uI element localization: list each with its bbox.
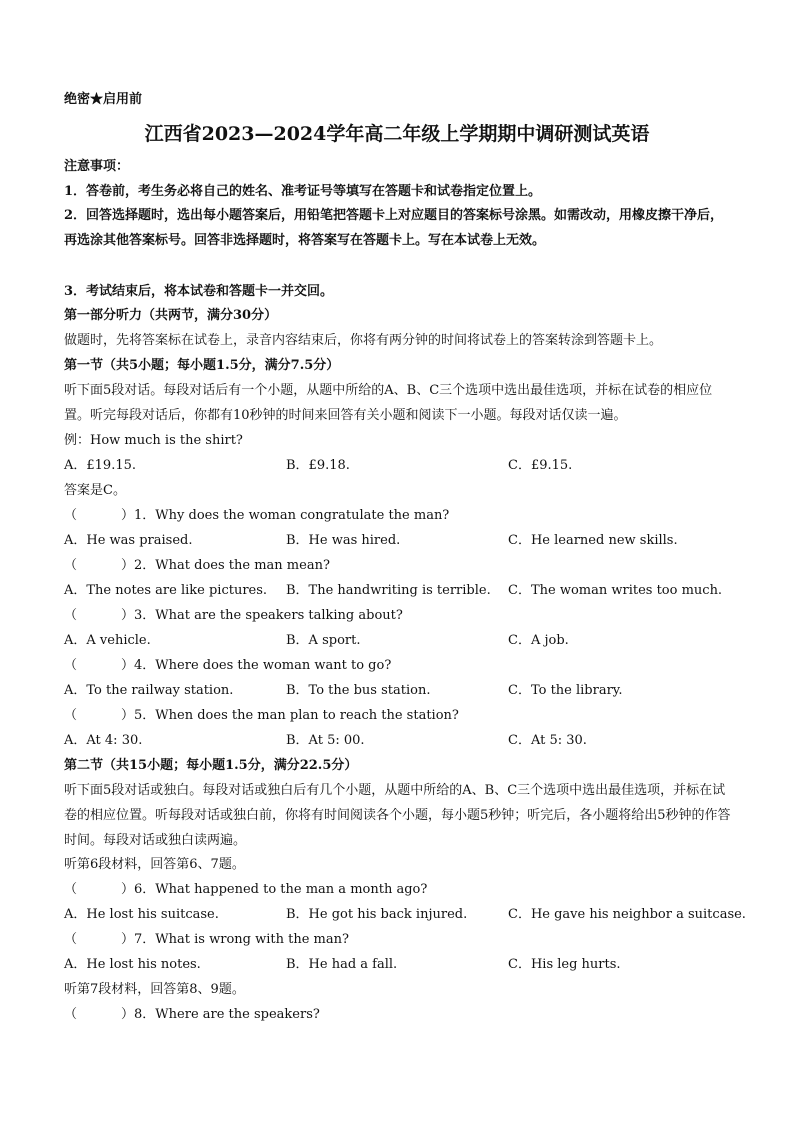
option-c: C．His leg hurts. bbox=[508, 957, 621, 972]
option-b: B．To the bus station. bbox=[286, 683, 431, 698]
part1-heading: 第一部分听力（共两节，满分30分） bbox=[64, 308, 278, 323]
confidential-label: 绝密★启用前 bbox=[64, 92, 143, 107]
question-8: （ ）8．Where are the speakers? bbox=[64, 1007, 320, 1022]
option-b: B．He had a fall. bbox=[286, 957, 398, 972]
option-b: B．The handwriting is terrible. bbox=[286, 583, 491, 598]
option-c: C．To the library. bbox=[508, 683, 623, 698]
question-6: （ ）6．What happened to the man a month ago? bbox=[64, 882, 428, 897]
question-2-options bbox=[64, 582, 732, 600]
question-4-options bbox=[64, 682, 732, 700]
option-c: C．At 5: 30. bbox=[508, 733, 587, 748]
question-5: （ ）5．When does the man plan to reach the station? bbox=[64, 708, 459, 723]
option-a: A．£19.15. bbox=[64, 458, 137, 473]
notes-heading: 注意事项： bbox=[64, 159, 130, 174]
part1-instruction: 做题时，先将答案标在试卷上，录音内容结束后，你将有两分钟的时间将试卷上的答案转涂到答题卡上。 bbox=[64, 333, 663, 348]
question-7: （ ）7．What is wrong with the man? bbox=[64, 932, 349, 947]
note-item-3: 3．考试结束后，将本试卷和答题卡一并交回。 bbox=[64, 284, 334, 299]
section2-instruction: 听下面5段对话或独白。每段对话或独白后有几个小题，从题中所给的A、B、C三个选项中选出最佳选项，并标在试卷的相应位置。听每段对话或独白前，你将有时间阅读各个小题，每小题5秒钟；听完后，各小题将给出5秒钟的作答时间。每段对话或独白读两遍。 bbox=[64, 783, 731, 848]
question-2: （ ）2．What does the man mean? bbox=[64, 558, 330, 573]
question-1-options bbox=[64, 532, 732, 550]
option-b: B．A sport. bbox=[286, 633, 361, 648]
option-a: A．The notes are like pictures. bbox=[64, 583, 268, 598]
option-c: C．He learned new skills. bbox=[508, 533, 678, 548]
option-b: B．£9.18. bbox=[286, 458, 350, 473]
example-answer: 答案是C。 bbox=[64, 483, 126, 498]
option-b: B．He was hired. bbox=[286, 533, 401, 548]
question-7-options bbox=[64, 956, 732, 974]
example-question: 例：How much is the shirt? bbox=[64, 433, 243, 448]
option-a: A．He lost his suitcase. bbox=[64, 907, 219, 922]
option-c: C．A job. bbox=[508, 633, 569, 648]
option-b: B．At 5: 00. bbox=[286, 733, 365, 748]
question-4: （ ）4．Where does the woman want to go? bbox=[64, 658, 392, 673]
question-5-options bbox=[64, 732, 732, 750]
exam-title: 江西省2023—2024学年高二年级上学期期中调研测试英语 bbox=[144, 123, 650, 145]
option-c: C．£9.15. bbox=[508, 458, 573, 473]
section2-heading: 第二节（共15小题；每小题1.5分，满分22.5分） bbox=[64, 758, 358, 773]
example-options bbox=[64, 457, 732, 475]
note-item-2: 2．回答选择题时，选出每小题答案后，用铅笔把答题卡上对应题目的答案标号涂黑。如需改动，用橡皮擦干净后，再选涂其他答案标号。回答非选择题时，将答案写在答题卡上。写在本试卷上无效。 bbox=[64, 208, 724, 248]
question-3-options bbox=[64, 632, 732, 650]
note-item-1: 1．答卷前，考生务必将自己的姓名、准考证号等填写在答题卡和试卷指定位置上。 bbox=[64, 184, 542, 199]
material-6-label: 听第6段材料，回答第6、7题。 bbox=[64, 857, 245, 872]
question-3: （ ）3．What are the speakers talking about? bbox=[64, 608, 403, 623]
option-a: A．At 4: 30. bbox=[64, 733, 143, 748]
option-b: B．He got his back injured. bbox=[286, 907, 468, 922]
option-a: A．To the railway station. bbox=[64, 683, 234, 698]
section1-heading: 第一节（共5小题；每小题1.5分，满分7.5分） bbox=[64, 358, 340, 373]
question-1: （ ）1．Why does the woman congratulate the man? bbox=[64, 508, 450, 523]
option-a: A．He was praised. bbox=[64, 533, 193, 548]
question-6-options bbox=[64, 906, 746, 924]
option-c: C．The woman writes too much. bbox=[508, 583, 723, 598]
material-7-label: 听第7段材料，回答第8、9题。 bbox=[64, 982, 245, 997]
option-a: A．A vehicle. bbox=[64, 633, 151, 648]
section1-instruction: 听下面5段对话。每段对话后有一个小题，从题中所给的A、B、C三个选项中选出最佳选项，并标在试卷的相应位置。听完每段对话后，你都有10秒钟的时间来回答有关小题和阅读下一小题。每段对话仅读一遍。 bbox=[64, 383, 713, 423]
option-c: C．He gave his neighbor a suitcase. bbox=[508, 907, 746, 922]
option-a: A．He lost his notes. bbox=[64, 957, 201, 972]
